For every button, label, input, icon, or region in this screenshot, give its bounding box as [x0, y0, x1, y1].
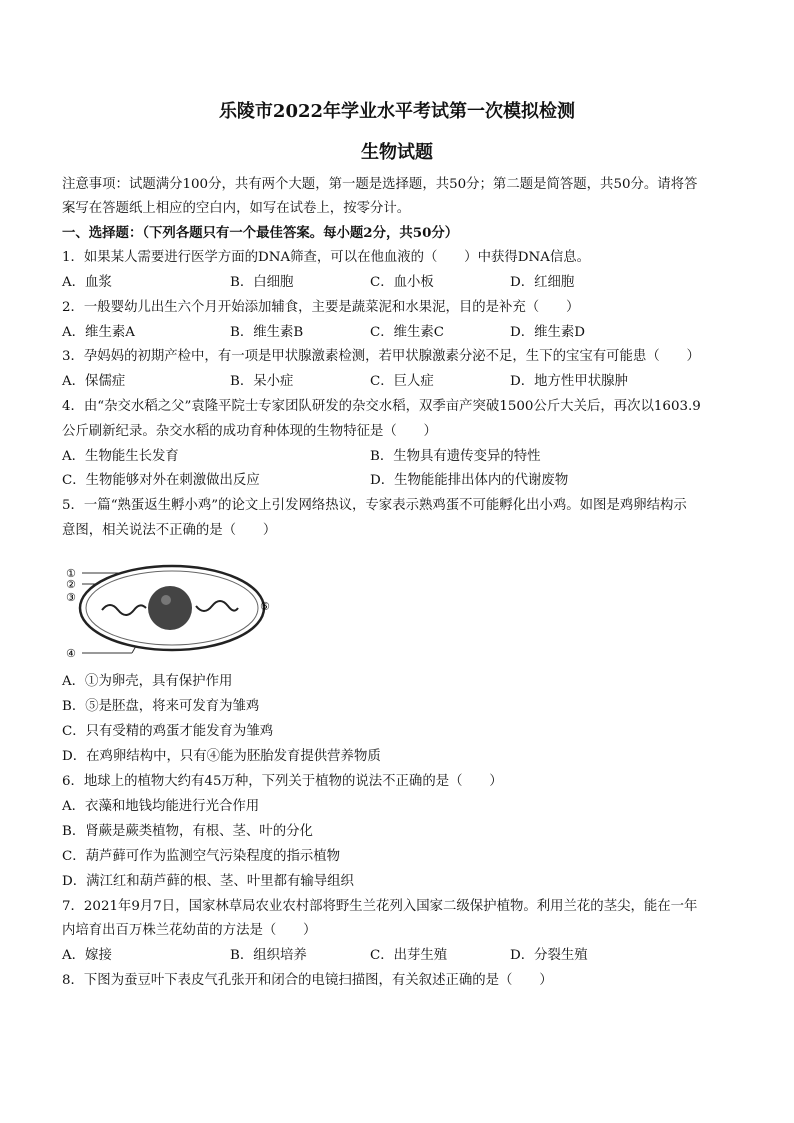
q7-option-c: C．出芽生殖: [370, 948, 448, 963]
question-3-stem: 3．孕妈妈的初期产检中，有一项是甲状腺激素检测，若甲状腺激素分泌不足，生下的宝宝有可能患（ ）: [62, 349, 700, 364]
q1-option-a: A．血浆: [62, 275, 112, 290]
q1-option-c: C．血小板: [370, 275, 434, 290]
q4-option-b: B．生物具有遗传变异的特性: [370, 449, 541, 464]
exam-subtitle: 生物试题: [361, 142, 433, 163]
q4-option-a: A．生物能生长发育: [62, 449, 179, 464]
q2-option-b: B．维生素B: [230, 325, 304, 340]
q6-option-c: C．葫芦藓可作为监测空气污染程度的指示植物: [62, 849, 341, 864]
q3-option-a: A．保儒症: [62, 374, 126, 389]
q2-option-c: C．维生素C: [370, 325, 445, 340]
notice-line-2: 案写在答题纸上相应的空白内，如写在试卷上，按零分计。: [62, 201, 411, 216]
figure-label-3: ③: [66, 591, 76, 604]
notice-line-1: 注意事项：试题满分100分，共有两个大题，第一题是选择题，共50分；第二题是简答题，共50分。请将答: [62, 177, 698, 192]
exam-title: 乐陵市2022年学业水平考试第一次模拟检测: [218, 101, 576, 122]
q4-option-c: C．生物能够对外在刺激做出反应: [62, 473, 260, 488]
egg-structure-figure: [62, 558, 272, 662]
question-6-stem: 6．地球上的植物大约有45万种，下列关于植物的说法不正确的是（ ）: [62, 774, 503, 789]
q3-option-c: C．巨人症: [370, 374, 434, 389]
question-7-stem-2: 内培育出百万株兰花幼苗的方法是（ ）: [62, 923, 317, 938]
q3-option-b: B．呆小症: [230, 374, 294, 389]
q7-option-d: D．分裂生殖: [510, 948, 588, 963]
question-5-stem-1: 5．一篇“熟蛋返生孵小鸡”的论文上引发网络热议，专家表示熟鸡蛋不可能孵化出小鸡。如图是鸡卵结构示: [62, 498, 687, 513]
q5-option-a: A．①为卵壳，具有保护作用: [62, 674, 233, 689]
q5-option-b: B．⑤是胚盘，将来可发育为雏鸡: [62, 699, 260, 714]
germinal-disc: [161, 595, 171, 605]
figure-label-1: ①: [66, 567, 76, 580]
question-7-stem-1: 7．2021年9月7日，国家林草局农业农村部将野生兰花列入国家二级保护植物。利用兰花的茎尖，能在一年: [62, 899, 698, 914]
q5-option-c: C．只有受精的鸡蛋才能发育为雏鸡: [62, 724, 274, 739]
question-1-stem: 1．如果某人需要进行医学方面的DNA筛查，可以在他血液的（ ）中获得DNA信息。: [62, 250, 591, 265]
figure-label-5: ⑤: [260, 600, 270, 613]
figure-label-4: ④: [66, 647, 76, 660]
question-4-stem-1: 4．由“杂交水稻之父”袁隆平院士专家团队研发的杂交水稻，双季亩产突破1500公斤大关后，再次以1603.9: [62, 399, 701, 414]
question-4-stem-2: 公斤刷新纪录。杂交水稻的成功育种体现的生物特征是（ ）: [62, 424, 437, 439]
q6-option-d: D．满江红和葫芦藓的根、茎、叶里都有输导组织: [62, 874, 354, 889]
q1-option-b: B．白细胞: [230, 275, 294, 290]
q7-option-a: A．嫁接: [62, 948, 112, 963]
question-2-stem: 2．一般婴幼儿出生六个月开始添加辅食，主要是蔬菜泥和水果泥，目的是补充（ ）: [62, 300, 580, 315]
question-5-stem-2: 意图，相关说法不正确的是（ ）: [62, 523, 277, 538]
q4-option-d: D．生物能能排出体内的代谢废物: [370, 473, 569, 488]
q6-option-b: B．肾蕨是蕨类植物，有根、茎、叶的分化: [62, 824, 313, 839]
q2-option-d: D．维生素D: [510, 325, 586, 340]
q5-option-d: D．在鸡卵结构中，只有④能为胚胎发育提供营养物质: [62, 749, 381, 764]
yolk: [148, 586, 192, 630]
q1-option-d: D．红细胞: [510, 275, 575, 290]
q7-option-b: B．组织培养: [230, 948, 307, 963]
question-8-stem: 8．下图为蚕豆叶下表皮气孔张开和闭合的电镜扫描图，有关叙述正确的是（ ）: [62, 973, 553, 988]
q3-option-d: D．地方性甲状腺肿: [510, 374, 628, 389]
q6-option-a: A．衣藻和地钱均能进行光合作用: [62, 799, 260, 814]
section-heading: 一、选择题：（下列各题只有一个最佳答案。每小题2分，共50分）: [62, 225, 459, 241]
figure-label-2: ②: [66, 578, 76, 591]
q2-option-a: A．维生素A: [62, 325, 135, 340]
